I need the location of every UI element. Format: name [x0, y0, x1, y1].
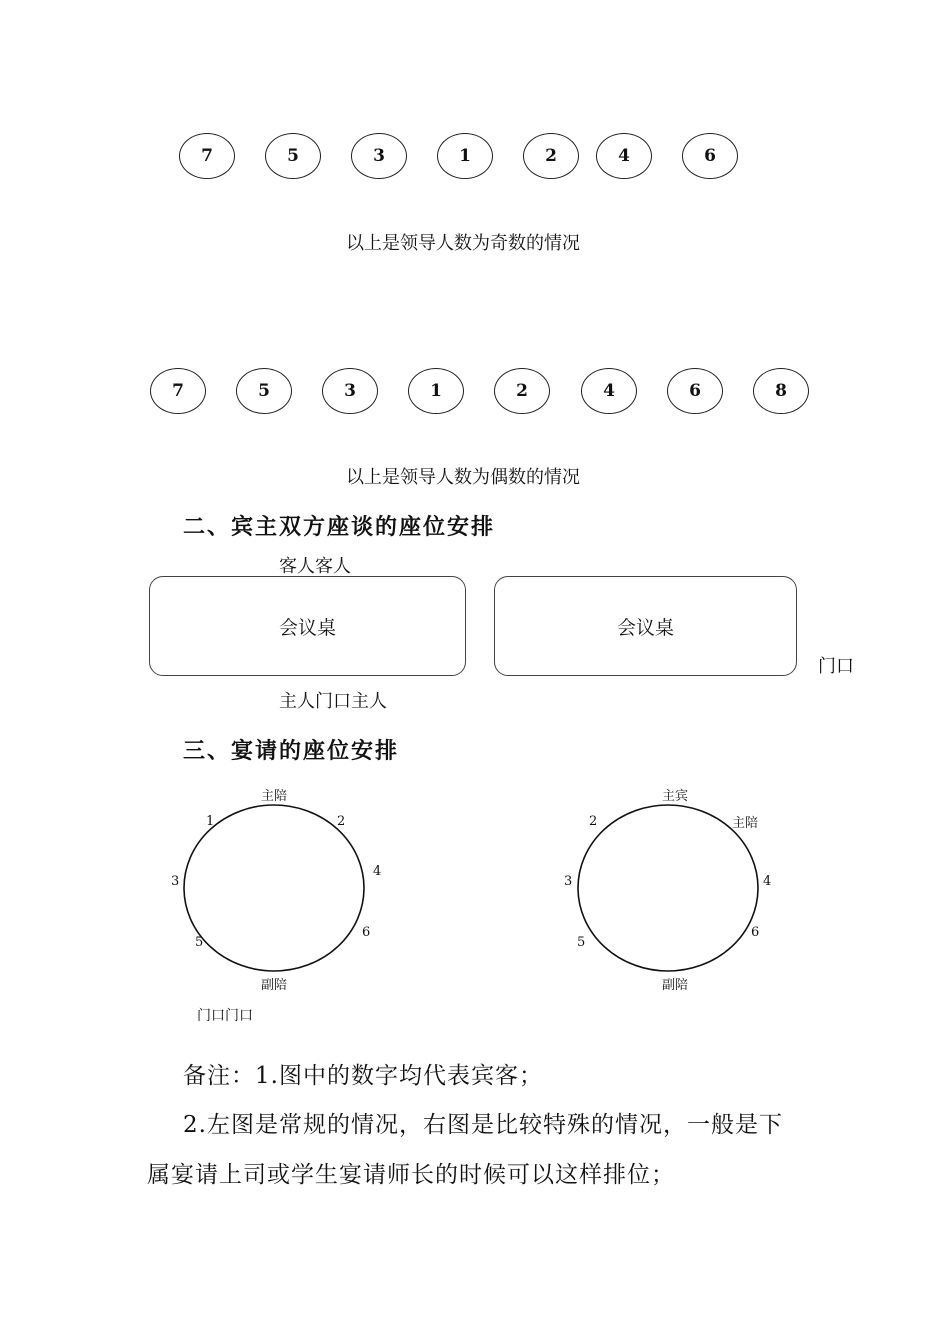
seat-circle: 3 — [351, 133, 407, 179]
host-seat-label-right: 主陪 — [732, 816, 759, 831]
odd-row-caption: 以上是领导人数为奇数的情况 — [346, 233, 580, 254]
seat-circle: 3 — [322, 368, 378, 414]
deputy-host-seat-label-right: 副陪 — [662, 978, 689, 993]
guest-seat-6-right: 6 — [751, 925, 760, 940]
guest-seat-3: 3 — [171, 874, 180, 889]
note-line-3: 属宴请上司或学生宴请师长的时候可以这样排位； — [147, 1162, 675, 1188]
seat-circle: 6 — [667, 368, 723, 414]
seat-circle: 2 — [494, 368, 550, 414]
seat-circle: 5 — [265, 133, 321, 179]
guest-seat-2-right: 2 — [589, 814, 598, 829]
section2-heading: 二、宾主双方座谈的座位安排 — [183, 514, 496, 540]
meeting-table-right: 会议桌 — [494, 576, 797, 676]
guest-seat-4-right: 4 — [763, 874, 772, 889]
chief-guest-seat-label: 主宾 — [662, 789, 689, 804]
hosts-label: 主人门口主人 — [279, 691, 387, 712]
seat-circle: 5 — [236, 368, 292, 414]
seat-circle: 7 — [179, 133, 235, 179]
seat-circle: 6 — [682, 133, 738, 179]
guest-seat-2: 2 — [337, 814, 346, 829]
meeting-table-left: 会议桌 — [149, 576, 466, 676]
round-table-right — [578, 805, 758, 971]
door-label: 门口 — [818, 656, 854, 677]
guest-seat-6: 6 — [362, 925, 371, 940]
seat-circle: 4 — [581, 368, 637, 414]
seat-circle: 1 — [437, 133, 493, 179]
guest-seat-1: 1 — [206, 814, 215, 829]
seat-circle: 2 — [523, 133, 579, 179]
deputy-host-seat-label: 副陪 — [261, 978, 288, 993]
seat-circle: 4 — [596, 133, 652, 179]
round-table-left — [184, 805, 364, 971]
seat-circle: 1 — [408, 368, 464, 414]
host-seat-label: 主陪 — [261, 789, 288, 804]
left-door-label: 门口门口 — [197, 1008, 253, 1024]
seat-circle: 8 — [753, 368, 809, 414]
guests-label: 客人客人 — [279, 556, 351, 577]
section3-heading: 三、宴请的座位安排 — [183, 738, 400, 764]
note-line-1: 备注：1.图中的数字均代表宾客； — [183, 1063, 543, 1089]
guest-seat-4: 4 — [373, 864, 382, 879]
note-line-2: 2.左图是常规的情况，右图是比较特殊的情况，一般是下 — [183, 1112, 783, 1138]
guest-seat-5: 5 — [195, 935, 204, 950]
guest-seat-5-right: 5 — [577, 935, 586, 950]
guest-seat-3-right: 3 — [564, 874, 573, 889]
even-row-caption: 以上是领导人数为偶数的情况 — [346, 467, 580, 488]
seat-circle: 7 — [150, 368, 206, 414]
